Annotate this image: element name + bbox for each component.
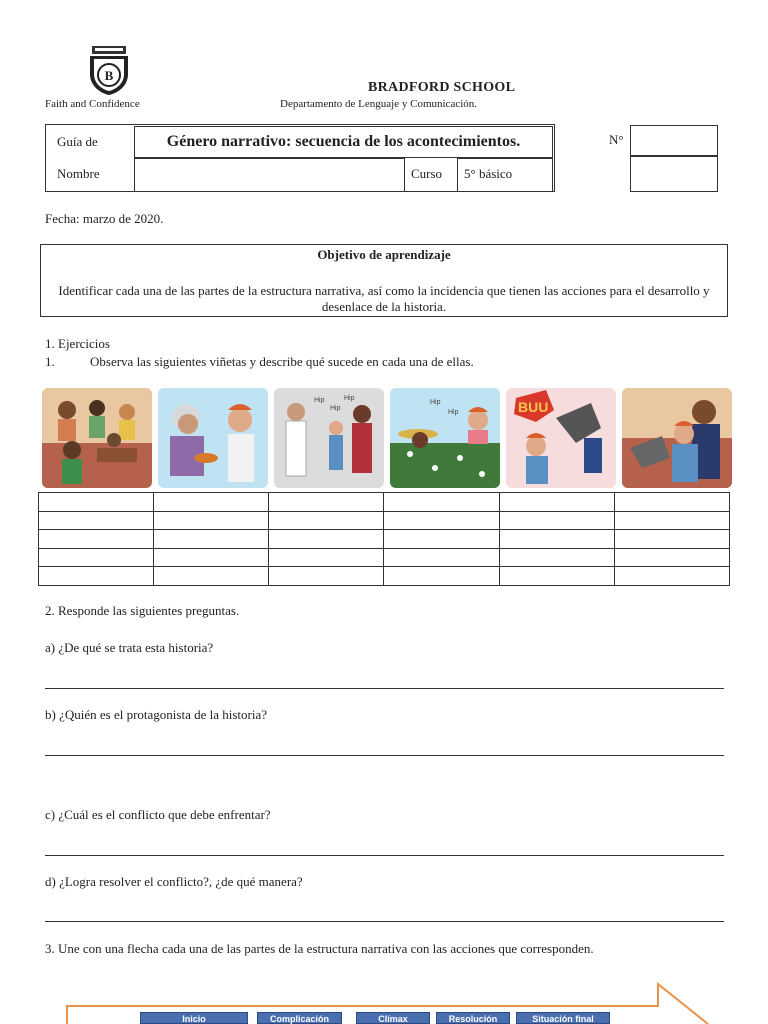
- answer-cell[interactable]: [269, 493, 384, 512]
- answer-cell[interactable]: [39, 493, 154, 512]
- answer-line-b[interactable]: [45, 755, 724, 756]
- answer-cell[interactable]: [499, 548, 614, 567]
- answer-cell[interactable]: [39, 511, 154, 530]
- answer-cell[interactable]: [614, 548, 729, 567]
- score-field[interactable]: [630, 156, 718, 192]
- objective-text: Identificar cada una de las partes de la estructura narrativa, así como la incidencia que tienen las acciones para el desarrollo y desenlace de la historia.: [58, 283, 710, 314]
- answer-cell[interactable]: [499, 530, 614, 549]
- guia-label: Guía de: [57, 134, 98, 149]
- answer-cell[interactable]: [154, 548, 269, 567]
- answer-cell[interactable]: [384, 567, 499, 586]
- comic-panel-1: [42, 388, 152, 488]
- section3-heading: 3. Une con una flecha cada una de las partes de la estructura narrativa con las acciones que corresponden.: [45, 941, 594, 956]
- answer-cell[interactable]: [154, 493, 269, 512]
- section1-number: 1.: [45, 354, 55, 369]
- curso-value-box: [457, 158, 553, 192]
- question-d: d) ¿Logra resolver el conflicto?, ¿de qué manera?: [45, 874, 303, 889]
- section1-heading: 1. Ejercicios: [45, 336, 110, 351]
- numero-field[interactable]: [630, 125, 718, 156]
- objective-box: [40, 244, 728, 317]
- answer-cell[interactable]: [614, 567, 729, 586]
- answer-line-c[interactable]: [45, 855, 724, 856]
- answer-cell[interactable]: [384, 548, 499, 567]
- section1-instruction: Observa las siguientes viñetas y describe qué sucede en cada una de ellas.: [90, 354, 474, 369]
- answer-cell[interactable]: [499, 567, 614, 586]
- panel5-sfx: BUU: [518, 399, 549, 415]
- name-field[interactable]: [134, 158, 405, 192]
- answer-cell[interactable]: [39, 548, 154, 567]
- comic-panel-3: [274, 388, 384, 488]
- answer-cell[interactable]: [499, 511, 614, 530]
- comic-panel-2: [158, 388, 268, 488]
- answer-cell[interactable]: [614, 511, 729, 530]
- answer-cell[interactable]: [384, 530, 499, 549]
- answer-cell[interactable]: [269, 548, 384, 567]
- section2-heading: 2. Responde las siguientes preguntas.: [45, 603, 240, 618]
- department-name: Departamento de Lenguaje y Comunicación.: [280, 98, 478, 110]
- answer-cell[interactable]: [269, 567, 384, 586]
- answer-cell[interactable]: [614, 493, 729, 512]
- nombre-label: Nombre: [57, 166, 100, 181]
- answer-line-a[interactable]: [45, 688, 724, 689]
- school-crest-logo: [86, 44, 132, 96]
- answer-cell[interactable]: [384, 511, 499, 530]
- school-motto: Faith and Confidence: [45, 98, 140, 110]
- question-a: a) ¿De qué se trata esta historia?: [45, 640, 214, 655]
- comic-panel-5: [506, 388, 616, 488]
- answer-cell[interactable]: [499, 493, 614, 512]
- svg-text:B: B: [104, 68, 114, 83]
- panel4-bubble-2: Hip: [448, 409, 459, 416]
- comic-panel-6: [622, 388, 732, 488]
- tag-inicio[interactable]: Inicio: [140, 1012, 248, 1024]
- answer-cell[interactable]: [154, 511, 269, 530]
- tag-situacion-final[interactable]: Situación final: [516, 1012, 610, 1024]
- answer-cell[interactable]: [39, 567, 154, 586]
- tag-climax[interactable]: Clímax: [356, 1012, 430, 1024]
- answer-cell[interactable]: [384, 493, 499, 512]
- date-line: Fecha: marzo de 2020.: [45, 211, 164, 226]
- panel4-bubble-1: Hip: [430, 399, 441, 406]
- panel3-bubble-2: Hip: [330, 405, 341, 412]
- answer-cell[interactable]: [154, 530, 269, 549]
- answer-line-d[interactable]: [45, 921, 724, 922]
- numero-label: N°: [609, 132, 624, 147]
- question-b: b) ¿Quién es el protagonista de la historia?: [45, 707, 268, 722]
- answer-cell[interactable]: [269, 530, 384, 549]
- question-c: c) ¿Cuál es el conflicto que debe enfrentar?: [45, 807, 271, 822]
- answer-cell[interactable]: [154, 567, 269, 586]
- curso-label: Curso: [411, 166, 443, 181]
- answer-cell[interactable]: [39, 530, 154, 549]
- objective-title: Objetivo de aprendizaje: [317, 247, 451, 262]
- answer-grid: [38, 492, 730, 586]
- answer-cell[interactable]: [614, 530, 729, 549]
- tag-resolucion[interactable]: Resolución: [436, 1012, 510, 1024]
- panel3-bubble-3: Hip: [344, 395, 355, 402]
- tag-complicacion[interactable]: Complicación: [257, 1012, 342, 1024]
- guide-title: Género narrativo: secuencia de los acontecimientos.: [166, 133, 521, 150]
- answer-cell[interactable]: [269, 511, 384, 530]
- panel3-bubble-1: Hip: [314, 397, 325, 404]
- curso-value: 5° básico: [464, 166, 513, 181]
- school-name: BRADFORD SCHOOL: [368, 80, 516, 95]
- guide-title-box: [134, 126, 553, 158]
- comic-panel-4: [390, 388, 500, 488]
